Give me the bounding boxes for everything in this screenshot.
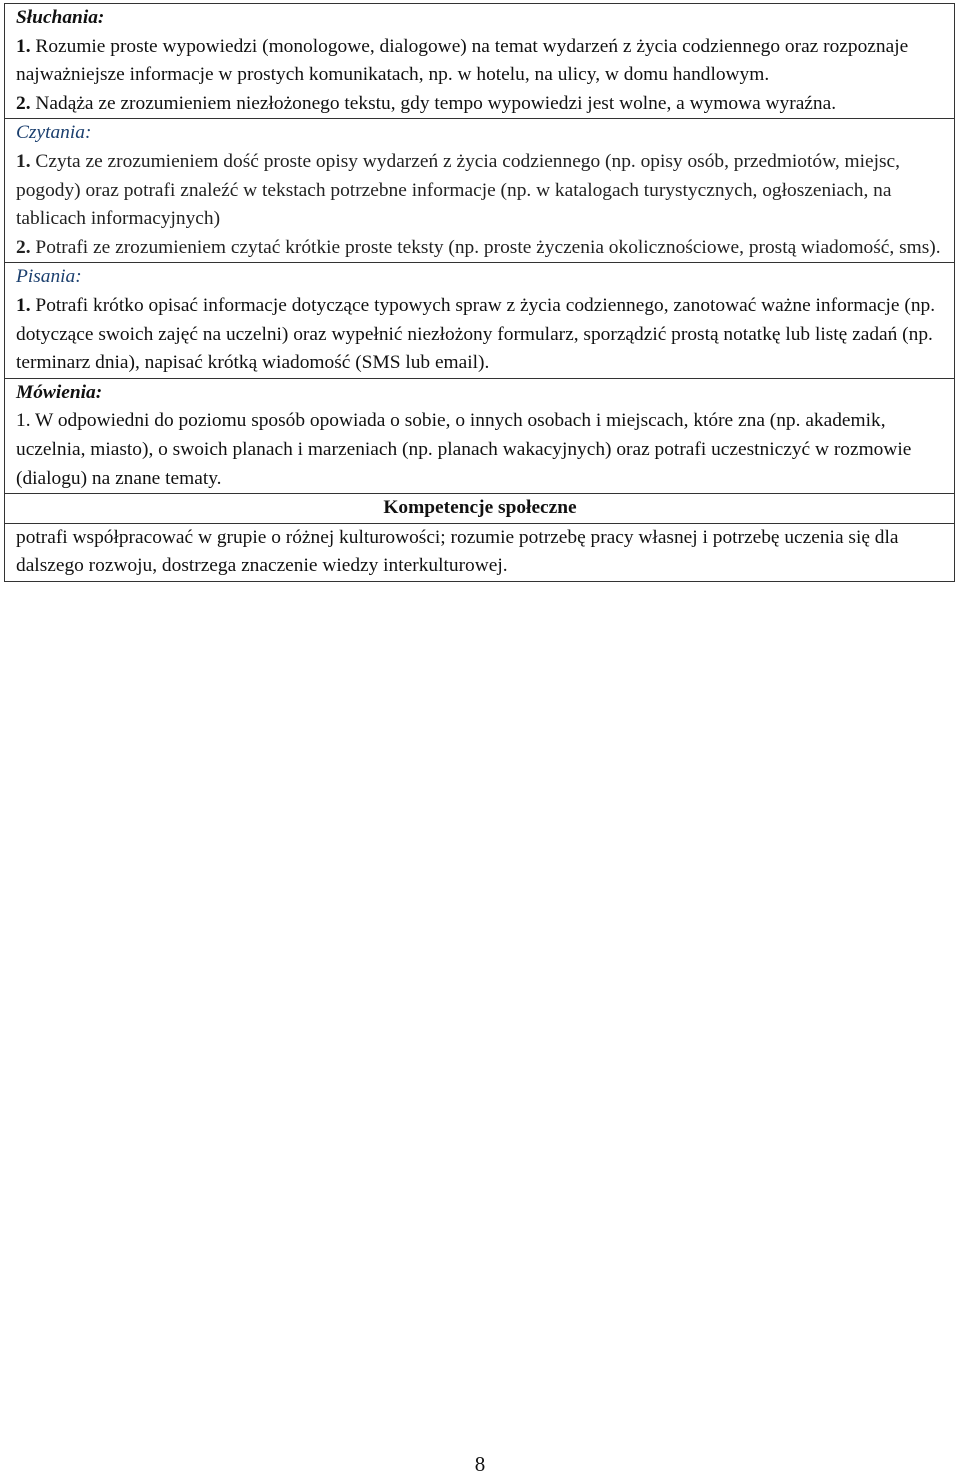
page-number: 8 (474, 1452, 486, 1476)
section-listening (5, 4, 955, 119)
table-row-reading (5, 119, 955, 263)
item-number: 2. (16, 236, 31, 258)
item-number: 1. (16, 150, 31, 172)
competences-text: potrafi współpracować w grupie o różnej kulturowości; rozumie potrzebę pracy własnej i potrzebę uczenia się dla dalszego rozwoju, dostrzega znaczenie wiedzy interkulturowej. (5, 523, 955, 581)
section-heading-writing: Pisania: (16, 266, 82, 288)
table-row-speaking (5, 378, 955, 493)
item-number: 1. (16, 294, 31, 316)
reading-item-1 (16, 148, 944, 234)
item-text: W odpowiedni do poziomu sposób opowiada o sobie, o innych osobach i miejscach, które zna (np. akademik, uczelnia, miasto), o swoich planach i marzeniach (np. planach wakacyjnych) oraz potrafi uczestniczyć w rozmowie (dialogu) na znane tematy. (16, 410, 912, 489)
section-heading-listening: Słuchania: (16, 7, 105, 28)
writing-item-1 (16, 292, 944, 378)
section-speaking (5, 378, 955, 493)
item-text: Nadąża ze zrozumieniem niezłożonego tekstu, gdy tempo wypowiedzi jest wolne, a wymowa wyraźna. (35, 92, 837, 114)
reading-item-2 (16, 234, 944, 263)
table-row-writing (5, 263, 955, 378)
item-number: 1. (16, 35, 31, 57)
outcomes-table (4, 3, 955, 582)
table-row-competences-heading (5, 494, 955, 524)
item-text: Rozumie proste wypowiedzi (monologowe, dialogowe) na temat wydarzeń z życia codziennego oraz rozpoznaje najważniejsze informacje w prostych komunikatach, np. w hotelu, na ulicy, w domu handlowym. (16, 35, 909, 86)
section-heading-speaking: Mówienia: (16, 381, 103, 403)
item-text: Czyta ze zrozumieniem dość proste opisy wydarzeń z życia codziennego (np. opisy osób, przedmiotów, miejsc, pogody) oraz potrafi znaleźć w tekstach potrzebne informacje (np. w katalogach turystycznych, ogłoszeniach, na tablicach informacyjnych) (16, 150, 900, 230)
item-text: Potrafi krótko opisać informacje dotyczące typowych spraw z życia codziennego, zanotować ważne informacje (np. dotyczące swoich zajęć na uczelni) oraz wypełnić niezłożony formularz, sporządzić prostą notatkę lub listę zadań (np. terminarz dnia), napisać krótką wiadomość (SMS lub email). (16, 294, 936, 374)
listening-item-2 (16, 90, 944, 119)
speaking-item-1 (16, 407, 944, 493)
listening-item-1 (16, 33, 944, 90)
section-reading (5, 119, 955, 263)
section-heading-reading: Czytania: (16, 122, 92, 144)
table-row-competences-text (5, 523, 955, 581)
section-writing (5, 263, 955, 378)
item-text: Potrafi ze zrozumieniem czytać krótkie proste teksty (np. proste życzenia okolicznościowe, prostą wiadomość, sms). (35, 236, 941, 258)
table-row-listening (5, 4, 955, 119)
item-number: 1. (16, 410, 31, 432)
competences-heading: Kompetencje społeczne (5, 494, 955, 524)
item-number: 2. (16, 92, 31, 114)
